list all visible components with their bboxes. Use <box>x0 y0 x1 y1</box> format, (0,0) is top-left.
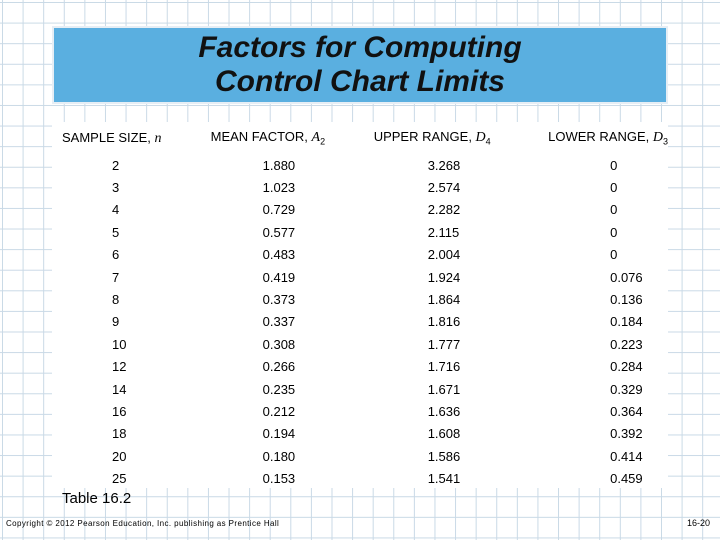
cell-lower-range: 0.414 <box>610 448 643 464</box>
table-row <box>52 266 668 288</box>
table-row <box>52 356 668 378</box>
cell-upper-range: 1.636 <box>427 403 461 419</box>
cell-sample-size: 8 <box>112 292 120 308</box>
table-row <box>52 244 668 266</box>
cell-mean-factor: 0.308 <box>262 336 296 352</box>
cell-lower-range: 0.284 <box>610 359 643 375</box>
table-row <box>52 199 668 221</box>
header-mean-factor: MEAN FACTOR, $A_2$ <box>210 129 326 147</box>
cell-upper-range: 2.574 <box>427 180 461 196</box>
page-number: 16-20 <box>686 518 710 528</box>
factors-table-container <box>52 122 668 488</box>
cell-mean-factor: 0.180 <box>262 448 296 464</box>
cell-upper-range: 1.586 <box>427 448 461 464</box>
cell-mean-factor: 0.729 <box>262 202 296 218</box>
cell-lower-range: 0.329 <box>610 381 643 397</box>
cell-upper-range: 3.268 <box>427 157 461 173</box>
table-header-row <box>52 122 668 154</box>
header-sample-size: SAMPLE SIZE, n <box>62 129 162 146</box>
cell-mean-factor: 0.577 <box>262 224 296 240</box>
cell-sample-size: 20 <box>112 448 127 464</box>
cell-sample-size: 4 <box>112 202 120 218</box>
cell-upper-range: 2.282 <box>427 202 461 218</box>
table-row <box>52 333 668 355</box>
cell-lower-range: 0 <box>610 202 618 218</box>
cell-lower-range: 0.223 <box>610 336 643 352</box>
cell-lower-range: 0 <box>610 224 618 240</box>
cell-mean-factor: 0.212 <box>262 403 296 419</box>
cell-lower-range: 0.364 <box>610 403 643 419</box>
cell-upper-range: 1.716 <box>427 359 461 375</box>
cell-lower-range: 0.392 <box>610 426 643 442</box>
table-row <box>52 423 668 445</box>
cell-mean-factor: 0.235 <box>262 381 296 397</box>
cell-sample-size: 7 <box>112 269 120 285</box>
cell-upper-range: 2.115 <box>427 224 460 240</box>
cell-sample-size: 5 <box>112 224 120 240</box>
cell-upper-range: 1.608 <box>427 426 461 442</box>
cell-upper-range: 1.777 <box>427 336 461 352</box>
cell-lower-range: 0.459 <box>610 471 643 487</box>
copyright-notice: Copyright © 2012 Pearson Education, Inc. publishing as Prentice Hall <box>6 519 280 528</box>
cell-upper-range: 2.004 <box>427 247 461 263</box>
cell-sample-size: 2 <box>112 157 120 173</box>
table-row <box>52 467 668 489</box>
table-caption: Table 16.2 <box>62 490 132 507</box>
cell-mean-factor: 1.023 <box>262 180 296 196</box>
cell-sample-size: 9 <box>112 314 120 330</box>
cell-sample-size: 10 <box>112 336 127 352</box>
cell-upper-range: 1.864 <box>427 292 461 308</box>
table-row <box>52 445 668 467</box>
cell-sample-size: 14 <box>112 381 127 397</box>
cell-mean-factor: 0.153 <box>262 471 296 487</box>
cell-sample-size: 18 <box>112 426 127 442</box>
table-row <box>52 221 668 243</box>
cell-sample-size: 3 <box>112 180 120 196</box>
cell-lower-range: 0.184 <box>610 314 643 330</box>
factors-table <box>52 122 668 490</box>
cell-mean-factor: 0.194 <box>262 426 296 442</box>
cell-lower-range: 0.076 <box>610 269 643 285</box>
cell-mean-factor: 0.337 <box>262 314 296 330</box>
header-lower-range: LOWER RANGE, $D_3$ <box>548 129 668 147</box>
cell-sample-size: 12 <box>112 359 127 375</box>
cell-mean-factor: 0.266 <box>262 359 296 375</box>
table-row <box>52 154 668 176</box>
cell-lower-range: 0 <box>610 247 618 263</box>
table-row <box>52 176 668 198</box>
header-upper-range: UPPER RANGE, $D_4$ <box>373 129 491 147</box>
cell-lower-range: 0 <box>610 157 618 173</box>
cell-mean-factor: 0.419 <box>262 269 296 285</box>
cell-mean-factor: 0.373 <box>262 292 296 308</box>
table-row <box>52 400 668 422</box>
cell-sample-size: 16 <box>112 403 127 419</box>
slide-title-line-2: Control Chart Limits <box>215 65 505 98</box>
cell-lower-range: 0 <box>610 180 618 196</box>
table-body <box>52 154 668 490</box>
cell-upper-range: 1.541 <box>427 471 461 487</box>
cell-sample-size: 25 <box>112 471 127 487</box>
cell-mean-factor: 1.880 <box>262 157 296 173</box>
cell-mean-factor: 0.483 <box>262 247 296 263</box>
slide-title-box <box>52 26 668 104</box>
cell-upper-range: 1.816 <box>427 314 461 330</box>
cell-upper-range: 1.924 <box>427 269 461 285</box>
table-row <box>52 288 668 310</box>
slide-title-line-1: Factors for Computing <box>198 31 522 64</box>
table-row <box>52 378 668 400</box>
cell-upper-range: 1.671 <box>427 381 461 397</box>
cell-lower-range: 0.136 <box>610 292 643 308</box>
table-row <box>52 311 668 333</box>
cell-sample-size: 6 <box>112 247 120 263</box>
